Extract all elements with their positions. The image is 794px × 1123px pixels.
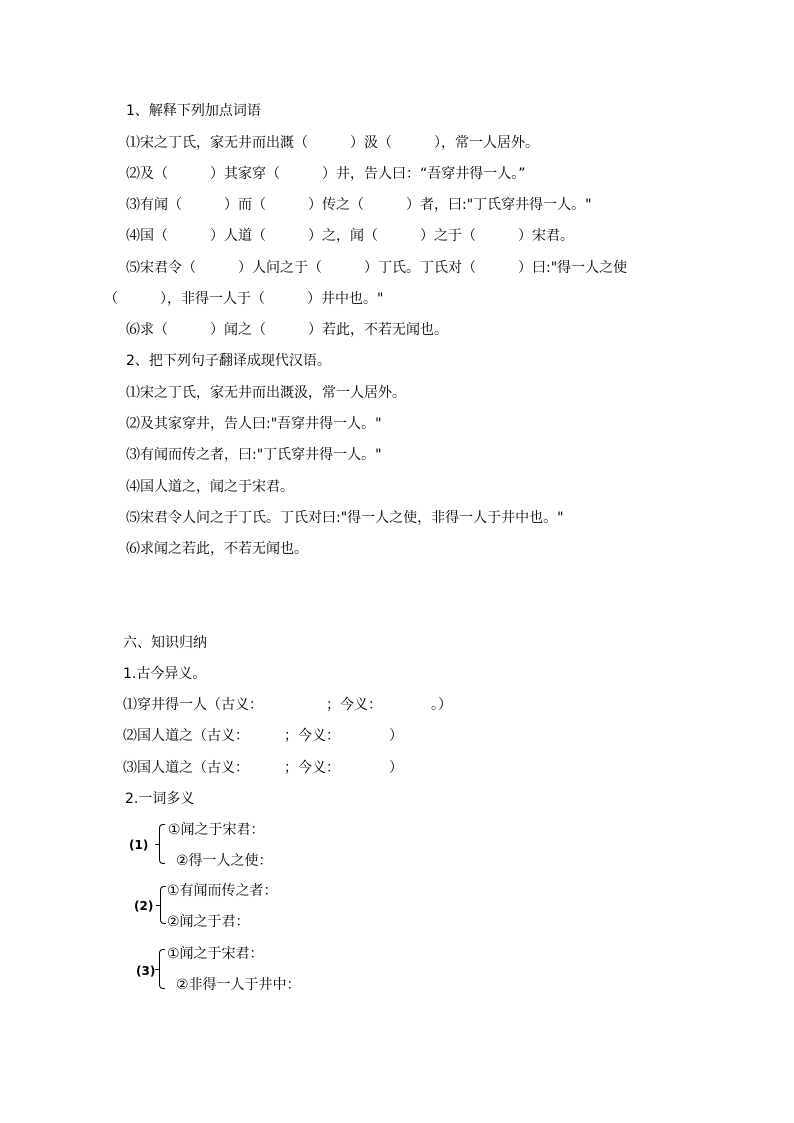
group-1-label: (1) [129, 838, 149, 852]
exercise2-line-6: ⑹求闻之若此，不若无闻也。 [126, 541, 308, 557]
exercise1-line-2: ⑵及（ ）其家穿（ ）井，告人曰：“吾穿井得一人。” [126, 166, 526, 182]
group-1-item-2: ②得一人之使： [176, 853, 273, 869]
section6-part1-line-1: ⑴穿井得一人（古义： ；今义： 。） [123, 697, 452, 713]
exercise1-line-6: （ ），非得一人于（ ）井中也。" [104, 291, 384, 307]
exercise2-line-3: ⑶有闻而传之者，曰:"丁氏穿井得一人。" [126, 447, 382, 463]
exercise1-line-7: ⑹求（ ）闻之（ ）若此，不若无闻也。 [126, 322, 448, 338]
group-3-label: (3) [136, 964, 156, 978]
group-3-item-1: ①闻之于宋君： [167, 946, 264, 962]
group-2-item-1: ①有闻而传之者： [167, 883, 278, 899]
exercise1-line-4: ⑷国（ ）人道（ ）之，闻（ ）之于（ ）宋君。 [126, 228, 574, 244]
section6-part1-line-2: ⑵国人道之（古义： ；今义： ） [123, 728, 403, 744]
section6-part2-title: 2.一词多义 [125, 791, 195, 807]
group-1-brace [159, 824, 165, 864]
exercise1-line-5: ⑸宋君令（ ）人问之于（ ）丁氏。丁氏对（ ）曰:"得一人之使 [126, 260, 628, 276]
exercise1-line-3: ⑶有闻（ ）而（ ）传之（ ）者，曰:"丁氏穿井得一人。" [126, 197, 592, 213]
section6-part1-title: 1.古今异义。 [123, 666, 207, 682]
group-3-item-2: ②非得一人于井中： [176, 977, 301, 993]
exercise2-line-5: ⑸宋君令人问之于丁氏。丁氏对曰:"得一人之使，非得一人于井中也。" [126, 510, 564, 526]
section6-part1-line-3: ⑶国人道之（古义： ；今义： ） [123, 760, 403, 776]
group-2-label: (2) [134, 899, 154, 913]
section6-title: 六、知识归纳 [123, 635, 207, 651]
group-3-brace [159, 949, 165, 989]
exercise1-title: 1、解释下列加点词语 [126, 103, 261, 119]
exercise2-line-1: ⑴宋之丁氏，家无井而出溉汲，常一人居外。 [126, 385, 406, 401]
group-1-item-1: ①闻之于宋君： [168, 822, 265, 838]
exercise2-title: 2、把下列句子翻译成现代汉语。 [126, 353, 331, 369]
group-2-item-2: ②闻之于君： [167, 914, 250, 930]
exercise2-line-4: ⑷国人道之，闻之于宋君。 [126, 479, 294, 495]
group-2-brace [160, 886, 166, 924]
exercise1-line-1: ⑴宋之丁氏，家无井而出溉（ ）汲（ ），常一人居外。 [126, 135, 539, 151]
exercise2-line-2: ⑵及其家穿井，告人曰:"吾穿井得一人。" [126, 416, 382, 432]
